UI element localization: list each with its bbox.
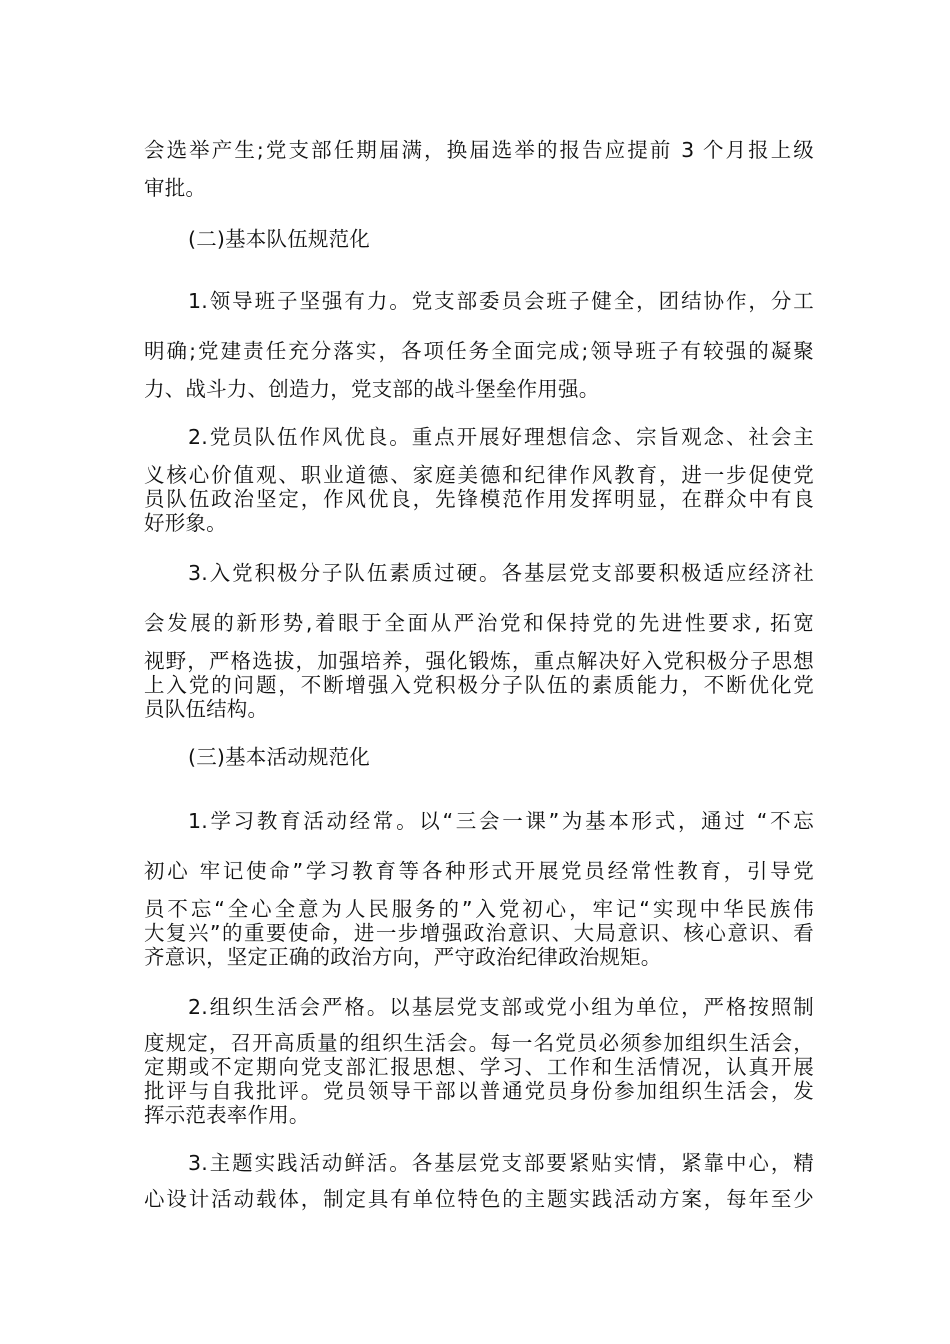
text-line: 3.主题实践活动鲜活。各基层党支部要紧贴实情，紧靠中心，精 <box>188 1151 814 1175</box>
text-line: 明确;党建责任充分落实，各项任务全面完成;领导班子有较强的凝聚 <box>144 339 814 363</box>
section-heading: (三)基本活动规范化 <box>188 745 370 769</box>
text-line: 上入党的问题，不断增强入党积极分子队伍的素质能力，不断优化党 <box>144 673 814 697</box>
section-heading: (二)基本队伍规范化 <box>188 227 370 251</box>
text-line: 定期或不定期向党支部汇报思想、学习、工作和生活情况，认真开展 <box>144 1055 814 1079</box>
text-line: 齐意识，坚定正确的政治方向，严守政治纪律政治规矩。 <box>144 945 662 969</box>
text-line: 2.组织生活会严格。以基层党支部或党小组为单位，严格按照制 <box>188 995 814 1019</box>
text-line: 员队伍政治坚定，作风优良，先锋模范作用发挥明显，在群众中有良 <box>144 487 814 511</box>
text-line: 度规定，召开高质量的组织生活会。每一名党员必须参加组织生活会， <box>144 1031 814 1055</box>
text-line: 会发展的新形势,着眼于全面从严治党和保持党的先进性要求, 拓宽 <box>144 611 814 635</box>
text-line: 批评与自我批评。党员领导干部以普通党员身份参加组织生活会，发 <box>144 1079 814 1103</box>
text-line: 1.学习教育活动经常。以“三会一课”为基本形式，通过 “不忘 <box>188 809 814 833</box>
text-line: 好形象。 <box>144 511 227 535</box>
text-line: 大复兴”的重要使命，进一步增强政治意识、大局意识、核心意识、看 <box>144 921 814 945</box>
text-line: 员不忘“全心全意为人民服务的”入党初心，牢记“实现中华民族伟 <box>144 897 814 921</box>
text-line: 3.入党积极分子队伍素质过硬。各基层党支部要积极适应经济社 <box>188 561 814 585</box>
text-line: 审批。 <box>144 176 207 200</box>
text-line: 2.党员队伍作风优良。重点开展好理想信念、宗旨观念、社会主 <box>188 425 814 449</box>
text-line: 心设计活动载体，制定具有单位特色的主题实践活动方案，每年至少 <box>144 1187 814 1211</box>
text-line: 1.领导班子坚强有力。党支部委员会班子健全，团结协作，分工 <box>188 289 814 313</box>
text-line: 会选举产生;党支部任期届满，换届选举的报告应提前 3 个月报上级 <box>144 138 814 162</box>
text-line: 义核心价值观、职业道德、家庭美德和纪律作风教育，进一步促使党 <box>144 463 814 487</box>
text-line: 力、战斗力、创造力，党支部的战斗堡垒作用强。 <box>144 377 600 401</box>
text-line: 初心 牢记使命”学习教育等各种形式开展党员经常性教育，引导党 <box>144 859 814 883</box>
text-line: 视野，严格选拔，加强培养，强化锻炼，重点解决好入党积极分子思想 <box>144 649 814 673</box>
text-line: 挥示范表率作用。 <box>144 1103 310 1127</box>
text-line: 员队伍结构。 <box>144 697 269 721</box>
